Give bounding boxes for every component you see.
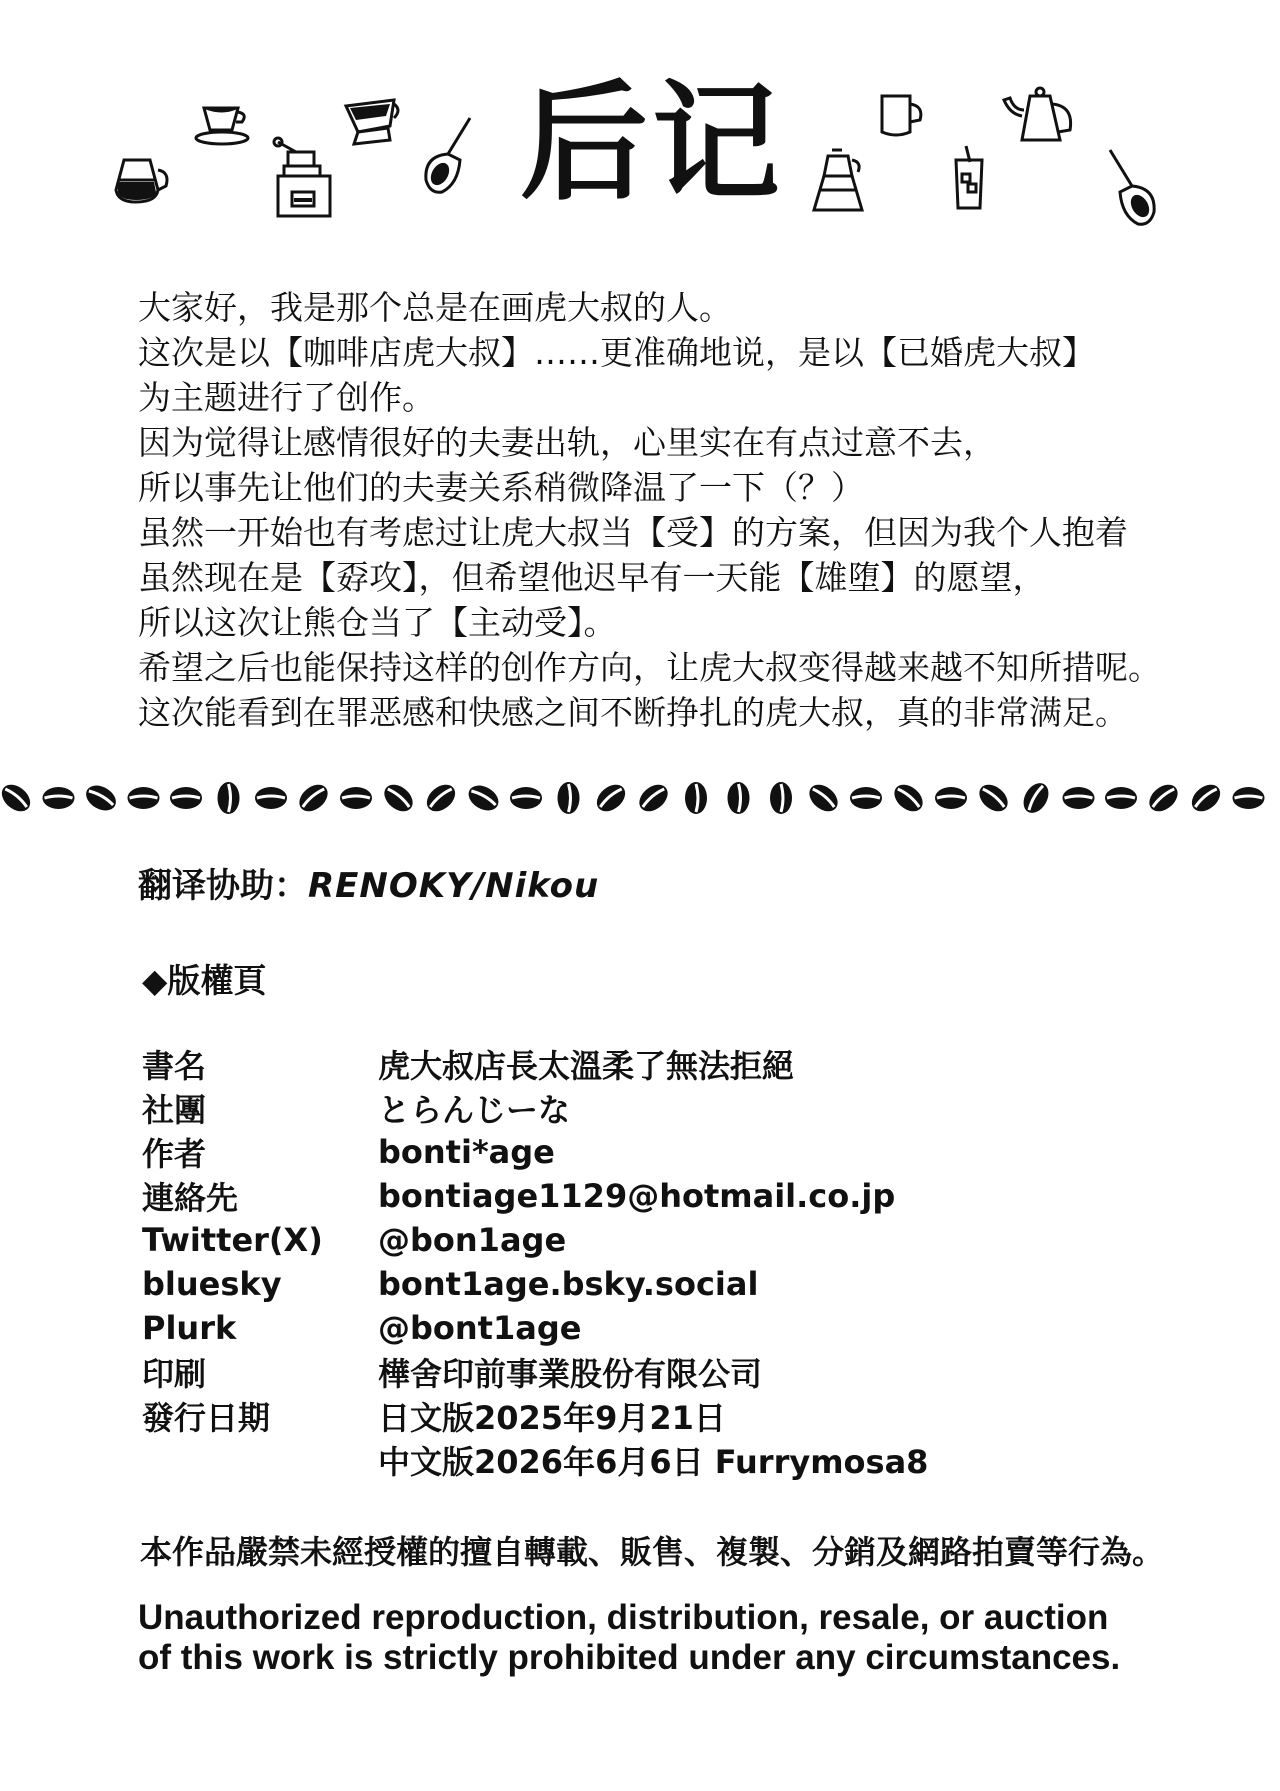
colophon-key: 作者 xyxy=(142,1135,207,1173)
moka-pot-icon xyxy=(808,146,868,216)
intro-line: 为主题进行了创作。 xyxy=(138,378,435,417)
colophon-key: 印刷 xyxy=(142,1355,207,1393)
colophon-row xyxy=(142,1086,928,1130)
coffee-bean-icon xyxy=(1187,779,1226,816)
colophon-value: 虎大叔店長太溫柔了無法拒絕 xyxy=(378,1047,795,1085)
coffee-bean-icon xyxy=(510,787,542,809)
colophon-row xyxy=(142,1262,928,1306)
coffee-bean-icon xyxy=(1233,787,1265,809)
translation-credit xyxy=(138,858,599,907)
coffee-bean-icon xyxy=(634,779,673,816)
colophon-row xyxy=(142,1218,928,1262)
coffee-bean-icon xyxy=(464,780,503,815)
colophon-key: 社團 xyxy=(142,1091,207,1129)
colophon-row xyxy=(142,1306,928,1350)
coffee-bean-icon xyxy=(128,787,160,809)
colophon-key: 連絡先 xyxy=(142,1179,239,1217)
coffee-scoop-icon xyxy=(418,114,476,198)
coffee-bean-icon xyxy=(170,787,202,809)
colophon-heading: ◆版權頁 xyxy=(142,961,267,1000)
credit-names: RENOKY/Nikou xyxy=(308,866,600,906)
colophon-row xyxy=(142,1350,928,1394)
coffee-scoop-icon xyxy=(1104,146,1162,230)
coffee-grinder-icon xyxy=(270,136,336,220)
coffee-pot-icon xyxy=(110,146,172,208)
coffee-bean-icon xyxy=(1018,779,1053,818)
colophon-key: Twitter(X) xyxy=(142,1221,323,1259)
coffee-bean-icon xyxy=(804,779,843,816)
coffee-bean-icon xyxy=(82,780,121,815)
intro-line: 因为觉得让感情很好的夫妻出轨，心里实在有点过意不去， xyxy=(138,423,996,462)
page-title: 后记 xyxy=(520,69,785,218)
iced-coffee-icon xyxy=(952,144,986,214)
coffee-bean-icon xyxy=(592,779,631,816)
colophon-value: bont1age.bsky.social xyxy=(378,1265,759,1303)
intro-line: 这次是以【咖啡店虎大叔】……更准确地说，是以【已婚虎大叔】 xyxy=(138,333,1095,372)
colophon-value: bonti*age xyxy=(378,1133,555,1171)
colophon-value: @bont1age xyxy=(378,1309,582,1347)
intro-line: 虽然一开始也有考虑过让虎大叔当【受】的方案，但因为我个人抱着 xyxy=(138,513,1128,552)
coffee-bean-icon xyxy=(1144,779,1183,816)
coffee-bean-icon xyxy=(889,779,928,816)
colophon-key: 發行日期 xyxy=(142,1399,271,1437)
intro-line: 虽然现在是【孬攻】，但希望他迟早有一天能【雄堕】的愿望， xyxy=(138,558,1046,597)
coffee-bean-icon xyxy=(558,782,580,814)
intro-line: 希望之后也能保持这样的创作方向，让虎大叔变得越来越不知所措呢。 xyxy=(138,648,1161,687)
notice-en-line: Unauthorized reproduction, distribution, resale, or auction xyxy=(138,1598,1109,1637)
afterword-body xyxy=(138,285,1188,735)
kettle-icon xyxy=(1000,86,1078,152)
coffee-bean-icon xyxy=(218,782,240,814)
coffee-bean-icon xyxy=(379,779,418,816)
colophon-row xyxy=(142,1438,928,1482)
copyright-notice-en xyxy=(138,1598,1188,1678)
coffee-bean-icon xyxy=(0,779,35,816)
colophon-row xyxy=(142,1174,928,1218)
intro-line: 大家好，我是那个总是在画虎大叔的人。 xyxy=(138,288,732,327)
coffee-bean-icon xyxy=(340,787,372,809)
colophon-value: 中文版2026年6月6日 Furrymosa8 xyxy=(378,1443,929,1481)
coffee-cup-icon xyxy=(192,100,254,150)
intro-line: 这次能看到在罪恶感和快感之间不断挣扎的虎大叔，真的非常满足。 xyxy=(138,693,1128,732)
copyright-notice-zh: 本作品嚴禁未經授權的擅自轉載、販售、複製、分銷及網路拍賣等行為。 xyxy=(140,1533,1165,1571)
colophon-table xyxy=(142,1042,928,1482)
coffee-bean-icon xyxy=(1063,787,1095,809)
colophon-row xyxy=(142,1394,928,1438)
colophon-key: 書名 xyxy=(142,1047,207,1085)
intro-line: 所以这次让熊仓当了【主动受】。 xyxy=(138,603,617,642)
coffee-bean-icon xyxy=(935,787,967,809)
colophon-value: bontiage1129@hotmail.co.jp xyxy=(378,1177,896,1215)
coffee-bean-icon xyxy=(850,787,882,809)
colophon-value: 日文版2025年9月21日 xyxy=(378,1399,726,1437)
colophon-row xyxy=(142,1042,928,1086)
coffee-bean-icon xyxy=(43,787,75,809)
coffee-bean-icon xyxy=(255,787,287,809)
colophon-value: 樺舍印前事業股份有限公司 xyxy=(378,1355,763,1393)
colophon-value: @bon1age xyxy=(378,1221,567,1259)
colophon-value: とらんじーな xyxy=(378,1091,571,1129)
coffee-bean-icon xyxy=(422,779,461,816)
afterword-header xyxy=(0,60,1280,240)
colophon-key: bluesky xyxy=(142,1265,282,1303)
coffee-bean-icon xyxy=(685,782,707,814)
intro-line: 所以事先让他们的夫妻关系稍微降温了一下（？） xyxy=(138,468,864,507)
coffee-bean-icon xyxy=(728,782,750,814)
colophon-key: Plurk xyxy=(142,1309,237,1347)
colophon-row xyxy=(142,1130,928,1174)
coffee-bean-icon xyxy=(1105,787,1137,809)
coffee-bean-icon xyxy=(294,779,333,816)
pour-over-dripper-icon xyxy=(340,96,404,156)
coffee-bean-icon xyxy=(770,782,792,814)
notice-en-line: of this work is strictly prohibited under any circumstances. xyxy=(138,1638,1121,1677)
coffee-bean-icon xyxy=(974,779,1013,816)
coffee-bean-divider xyxy=(0,778,1280,818)
mug-icon xyxy=(876,90,928,142)
credit-label: 翻译协助： xyxy=(138,866,308,906)
